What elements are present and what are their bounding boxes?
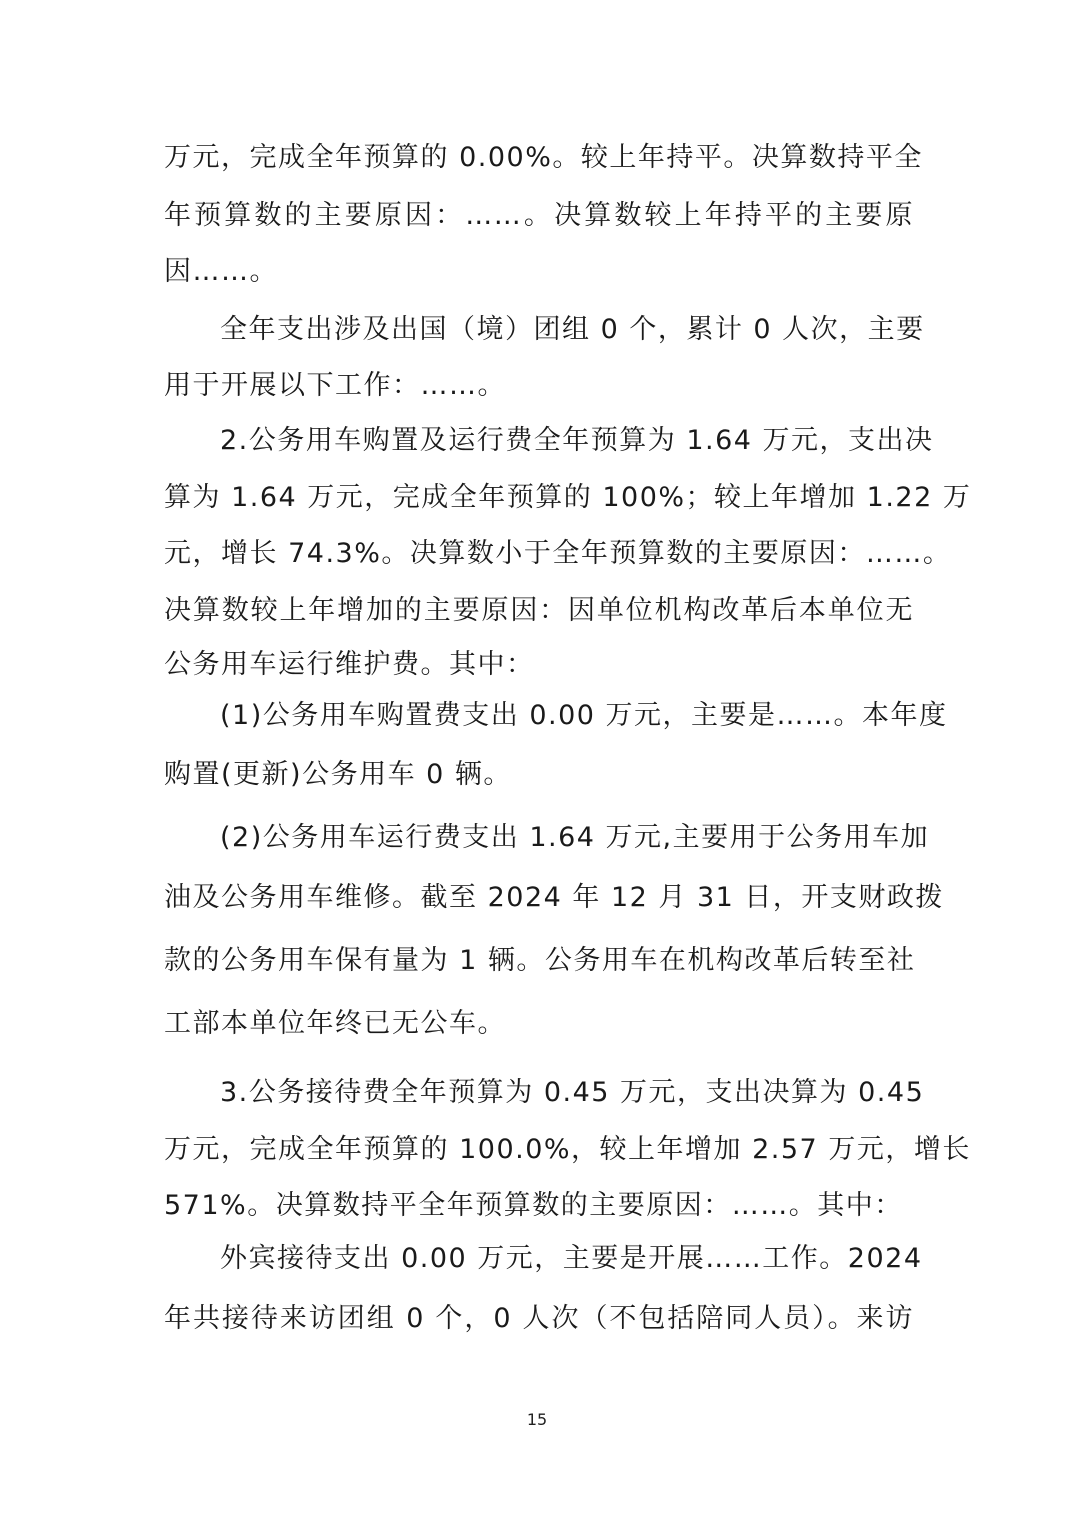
text-line: 万元，完成全年预算的 0.00%。较上年持平。决算数持平全 [164, 142, 923, 173]
text-line: 外宾接待支出 0.00 万元，主要是开展……工作。2024 [220, 1243, 923, 1274]
text-line: 购置(更新)公务用车 0 辆。 [164, 759, 512, 790]
text-line: 年共接待来访团组 0 个，0 人次（不包括陪同人员）。来访 [164, 1303, 914, 1334]
text-line: (2)公务用车运行费支出 1.64 万元,主要用于公务用车加 [220, 822, 930, 853]
text-line: 571%。决算数持平全年预算数的主要原因：……。其中： [164, 1190, 903, 1221]
text-line: 工部本单位年终已无公车。 [164, 1008, 506, 1039]
text-line: 算为 1.64 万元，完成全年预算的 100%；较上年增加 1.22 万 [164, 482, 972, 513]
page-number: 15 [526, 1410, 548, 1429]
text-line: 公务用车运行维护费。其中： [164, 649, 535, 680]
text-line: 全年支出涉及出国（境）团组 0 个，累计 0 人次，主要 [220, 314, 925, 345]
text-line: 款的公务用车保有量为 1 辆。公务用车在机构改革后转至社 [164, 945, 916, 976]
text-line: 因……。 [164, 256, 278, 287]
text-line: 用于开展以下工作：……。 [164, 370, 506, 401]
text-line: 决算数较上年增加的主要原因：因单位机构改革后本单位无 [164, 595, 914, 626]
text-line: 元，增长 74.3%。决算数小于全年预算数的主要原因：……。 [164, 538, 952, 569]
text-line: 万元，完成全年预算的 100.0%，较上年增加 2.57 万元，增长 [164, 1134, 971, 1165]
text-line: 2.公务用车购置及运行费全年预算为 1.64 万元，支出决 [220, 425, 934, 456]
text-line: 年预算数的主要原因：……。决算数较上年持平的主要原 [164, 200, 914, 231]
text-line: (1)公务用车购置费支出 0.00 万元，主要是……。本年度 [220, 700, 948, 731]
text-line: 油及公务用车维修。截至 2024 年 12 月 31 日，开支财政拨 [164, 882, 944, 913]
text-line: 3.公务接待费全年预算为 0.45 万元，支出决算为 0.45 [220, 1077, 925, 1108]
